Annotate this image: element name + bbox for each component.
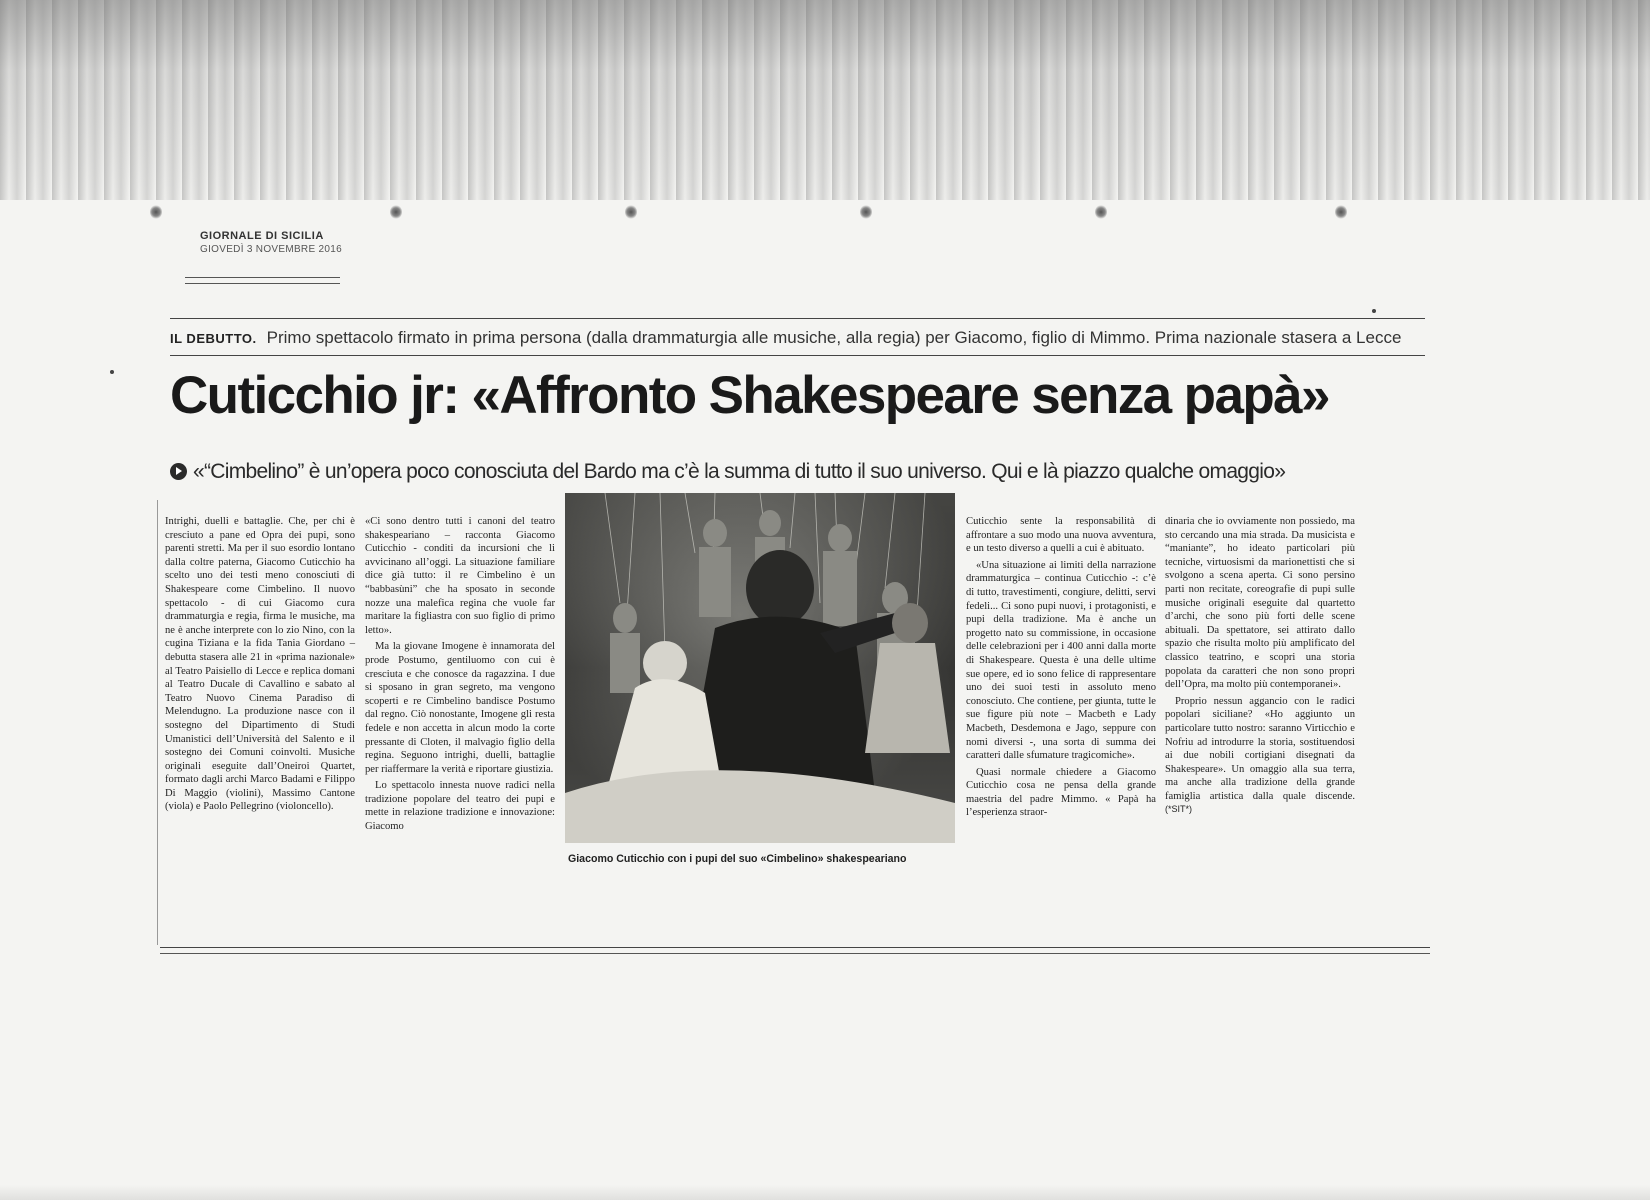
kicker-label: IL DEBUTTO.	[170, 331, 257, 346]
paragraph: dinaria che io ovviamente non possiedo, ma sto cercando una mia strada. Da musicista e “maniante”, ho ideato particolari più tecniche, virtuosismi da marionettisti che si svolgono a scena aperta. Ci sono persino parti non recitate, coreografie di pupi sulle musiche originali eseguite dal quartetto d’archi, che sono più forti delle scene abituali. Da spettatore, sei attirato dallo spazio che risulta molto più amplificato del classico teatrino, e scopri una storia popolata da caratteri che non sono propri dell’Opra, ma molto più contemporanei».	[1165, 516, 1355, 691]
paragraph: Ma la giovane Imogene è innamorata del prode Postumo, gentiluomo con cui è cresciuta e che conosce da ragazzina. I due si sposano in gran segreto, ma vengono scoperti e re Cimbelino bandisce Postumo dal regno. Ciò nonostante, Imogene gli resta fedele e non accetta in alcun modo la corte pressante di Cloten, il malvagio figlio della regina. Seguono intrighi, duelli, battaglie per riaffermare la verità e riportare giustizia.	[365, 641, 555, 775]
masthead	[200, 230, 342, 255]
headline: Cuticchio jr: «Affronto Shakespeare senza papà»	[170, 366, 1329, 425]
kicker-rule	[170, 318, 1425, 319]
photo-caption: Giacomo Cuticchio con i pupi del suo «Cimbelino» shakespeariano	[568, 853, 907, 865]
article-column-1	[165, 515, 355, 817]
paragraph	[1165, 695, 1355, 817]
scan-speck	[110, 370, 114, 374]
kicker-text: Primo spettacolo firmato in prima persona (dalla drammaturgia alle musiche, alla regia) per Giacomo, figlio di Mimmo. Prima nazionale stasera a Lecce	[266, 328, 1402, 347]
article-photo	[565, 493, 955, 843]
paragraph: «Ci sono dentro tutti i canoni del teatro shakespeariano – racconta Giacomo Cuticchio - conditi da incursioni che li avvicinano all’oggi. La situazione familiare dice già tutto: il re Cimbelino è un “babbasùni” che ha sposato in seconde nozze una malefica regina che vuole far maritare la figliastra con suo figlio di primo letto».	[365, 516, 555, 636]
scan-shadow-bottom	[0, 1185, 1650, 1200]
article-column-4	[1165, 515, 1355, 820]
publication-date: GIOVEDÌ 3 NOVEMBRE 2016	[200, 244, 342, 255]
kicker-line	[170, 328, 1430, 348]
bottom-rule	[160, 947, 1430, 954]
newspaper-name: GIORNALE DI SICILIA	[200, 230, 324, 242]
paragraph: Quasi normale chiedere a Giacomo Cuticchio cosa ne pensa della grande maestria del padre Mimmo. « Papà ha l’esperienza straor-	[966, 766, 1156, 819]
scan-shadow-top	[0, 0, 1650, 200]
paragraph: Cuticchio sente la responsabilità di affrontare a suo modo una nuova avventura, e un testo diverso a quelli a cui è abituato.	[966, 516, 1156, 555]
kicker-rule	[170, 355, 1425, 356]
newspaper-clipping	[160, 215, 1425, 955]
subheadline-text: «“Cimbelino” è un’opera poco conosciuta del Bardo ma c’è la summa di tutto il suo universo. Qui e là piazzo qualche omaggio»	[193, 460, 1286, 483]
column-border	[157, 500, 158, 945]
subheadline	[170, 460, 1435, 484]
paragraph: Intrighi, duelli e battaglie. Che, per chi è cresciuto a pane ed Opra dei pupi, sono parenti stretti. Ma per il suo esordio lontano dalla coltre paterna, Giacomo Cuticchio ha scelto uno dei testi meno conosciuti di Shakespeare come Cimbelino. Il nuovo spettacolo - di cui Giacomo cura drammaturgia e regia, firma le musiche, ma ne è anche interprete con lo zio Nino, con la cugina Tiziana e la fida Tania Giordano – debutta stasera alle 21 in «prima nazionale» al Teatro Paisiello di Lecce e replica domani al Teatro Ducale di Cavallino e sabato al Teatro Nuovo Cinema Paradiso di Melendugno. La produzione nasce con il sostegno del Dipartimento di Studi Umanistici dell’Università del Salento e il sostegno dei Comuni coinvolti. Musiche originali eseguite dall’Oneiroi Quartet, formato dagli archi Marco Badami e Filippo Di Maggio (violini), Massimo Cantone (viola) e Paolo Pellegrino (violoncello).	[165, 516, 355, 813]
paragraph-text: Proprio nessun aggancio con le radici popolari siciliane? «Ho aggiunto un particolare tutto nostro: saranno Virticchio e Nofriu ad introdurre la storia, sostituendosi ai due nobili cortigiani disegnati da Shakespeare». Un omaggio alla sua terra, ma anche alla tradizione della grande famiglia artistica dalla quale discende.	[1165, 695, 1355, 802]
article-column-3	[966, 515, 1156, 823]
article-column-2	[365, 515, 555, 837]
paragraph: Lo spettacolo innesta nuove radici nella tradizione popolare del teatro dei pupi e mette in relazione tradizione e innovazione: Giacomo	[365, 780, 555, 833]
puppet-theatre-photo	[565, 493, 955, 843]
arrow-bullet-icon	[170, 463, 187, 480]
author-byline: (*SIT*)	[1165, 804, 1192, 815]
masthead-divider	[185, 277, 340, 284]
paragraph: «Una situazione ai limiti della narrazione drammaturgica – continua Cuticchio -: c’è di tutto, travestimenti, congiure, delitti, servi fedeli... Ci sono pupi nuovi, i protagonisti, e pupi della tradizione. Ma è anche un progetto nato su commissione, in occasione delle celebrazioni per i 400 anni dalla morte di Shakespeare. Questa è una delle ultime sue opere, ed io sono felice di rappresentare uno dei suoi testi in assoluto meno conosciuto. Che contiene, per giunta, tutte le sue figure più note – Macbeth e Lady Macbeth, Desdemona e Jago, seppure con nomi diversi -, una sorta di summa dei caratteri dalle sfumature tragicomiche».	[966, 559, 1156, 762]
